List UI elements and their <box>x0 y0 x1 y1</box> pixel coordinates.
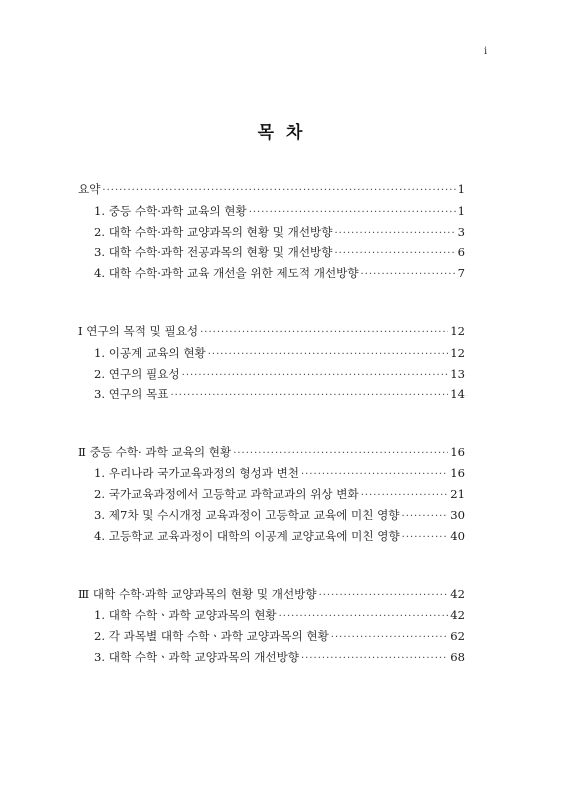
toc-subentry-page: 6 <box>457 245 465 259</box>
toc-subentry[interactable] <box>94 265 465 281</box>
toc-subentry-label: 1. 대학 수학ㆍ과학 교양과목의 현황 <box>94 608 277 622</box>
toc-subentry-label: 3. 대학 수학·과학 전공과목의 현황 및 개선방향 <box>94 245 333 259</box>
toc-entry-page: 1 <box>457 182 465 196</box>
dot-leader <box>319 588 449 604</box>
toc-subentry-label: 2. 대학 수학·과학 교양과목의 현황 및 개선방향 <box>94 225 333 239</box>
toc-entry-chapter-3[interactable] <box>78 586 465 602</box>
toc-subentry-label: 3. 연구의 목표 <box>94 387 169 401</box>
toc-subentry-page: 40 <box>450 529 465 543</box>
dot-leader <box>249 205 456 221</box>
toc-subentry[interactable] <box>94 607 465 623</box>
dot-leader <box>361 267 456 283</box>
toc-subentry-page: 16 <box>450 466 465 480</box>
page-number: i <box>484 46 488 57</box>
dot-leader <box>402 530 449 546</box>
toc-subentry-page: 30 <box>450 508 465 522</box>
toc-entry-label: Ⅲ 대학 수학·과학 교양과목의 현황 및 개선방향 <box>78 587 317 601</box>
toc-subentry-page: 42 <box>450 608 465 622</box>
dot-leader <box>334 246 455 262</box>
toc-subentry-label: 3. 대학 수학ㆍ과학 교양과목의 개선방향 <box>94 650 299 664</box>
toc-subentry-page: 7 <box>457 266 465 280</box>
toc-subentry-label: 1. 이공계 교육의 현황 <box>94 346 206 360</box>
dot-leader <box>402 509 449 525</box>
toc-subentry-page: 14 <box>450 387 465 401</box>
dot-leader <box>334 226 455 242</box>
toc-subentry-label: 4. 고등학교 교육과정이 대학의 이공계 교양교육에 미친 영향 <box>94 529 400 543</box>
toc-subentry-label: 2. 각 과목별 대학 수학ㆍ과학 교양과목의 현황 <box>94 629 329 643</box>
toc-subentry-page: 13 <box>450 367 465 381</box>
dot-leader <box>279 609 449 625</box>
toc-subentry-label: 2. 국가교육과정에서 고등학교 과학교과의 위상 변화 <box>94 487 359 501</box>
dot-leader <box>200 325 448 341</box>
toc-subentry[interactable] <box>94 465 465 481</box>
toc-entry-chapter-1[interactable] <box>78 323 465 339</box>
dot-leader <box>361 488 449 504</box>
toc-entry-label: 요약 <box>78 182 101 196</box>
dot-leader <box>301 467 448 483</box>
toc-subentry-page: 62 <box>450 629 465 643</box>
toc-subentry[interactable] <box>94 628 465 644</box>
toc-subentry-label: 4. 대학 수학·과학 교육 개선을 위한 제도적 개선방향 <box>94 266 359 280</box>
toc-subentry-page: 21 <box>450 487 465 501</box>
toc-subentry-page: 68 <box>450 650 465 664</box>
toc-title: 목 차 <box>257 123 306 143</box>
toc-subentry[interactable] <box>94 486 465 502</box>
dot-leader <box>208 347 449 363</box>
dot-leader <box>301 651 448 667</box>
toc-subentry-page: 1 <box>457 204 465 218</box>
toc-entry-page: 42 <box>450 587 465 601</box>
toc-subentry[interactable] <box>94 345 465 361</box>
toc-subentry[interactable] <box>94 386 465 402</box>
toc-subentry-label: 2. 연구의 필요성 <box>94 367 180 381</box>
toc-subentry-label: 3. 제7차 및 수시개정 교육과정이 고등학교 교육에 미친 영향 <box>94 508 400 522</box>
toc-subentry[interactable] <box>94 366 465 382</box>
toc-entry-page: 16 <box>450 445 465 459</box>
toc-entry-label: Ⅱ 중등 수학· 과학 교육의 현황 <box>78 445 232 459</box>
toc-subentry[interactable] <box>94 649 465 665</box>
dot-leader <box>102 183 455 199</box>
toc-subentry[interactable] <box>94 507 465 523</box>
toc-subentry[interactable] <box>94 244 465 260</box>
toc-entry-chapter-2[interactable] <box>78 444 465 460</box>
toc-entry-summary[interactable] <box>78 181 465 197</box>
toc-subentry-label: 1. 중등 수학·과학 교육의 현황 <box>94 204 247 218</box>
toc-entry-page: 12 <box>450 324 465 338</box>
toc-subentry[interactable] <box>94 203 465 219</box>
dot-leader <box>331 630 448 646</box>
dot-leader <box>233 446 448 462</box>
toc-subentry-label: 1. 우리나라 국가교육과정의 형성과 변천 <box>94 466 299 480</box>
toc-subentry-page: 12 <box>450 346 465 360</box>
toc-entry-label: Ⅰ 연구의 목적 및 필요성 <box>78 324 199 338</box>
toc-subentry-page: 3 <box>457 225 465 239</box>
dot-leader <box>170 388 448 404</box>
dot-leader <box>182 368 449 384</box>
toc-subentry[interactable] <box>94 528 465 544</box>
toc-subentry[interactable] <box>94 224 465 240</box>
